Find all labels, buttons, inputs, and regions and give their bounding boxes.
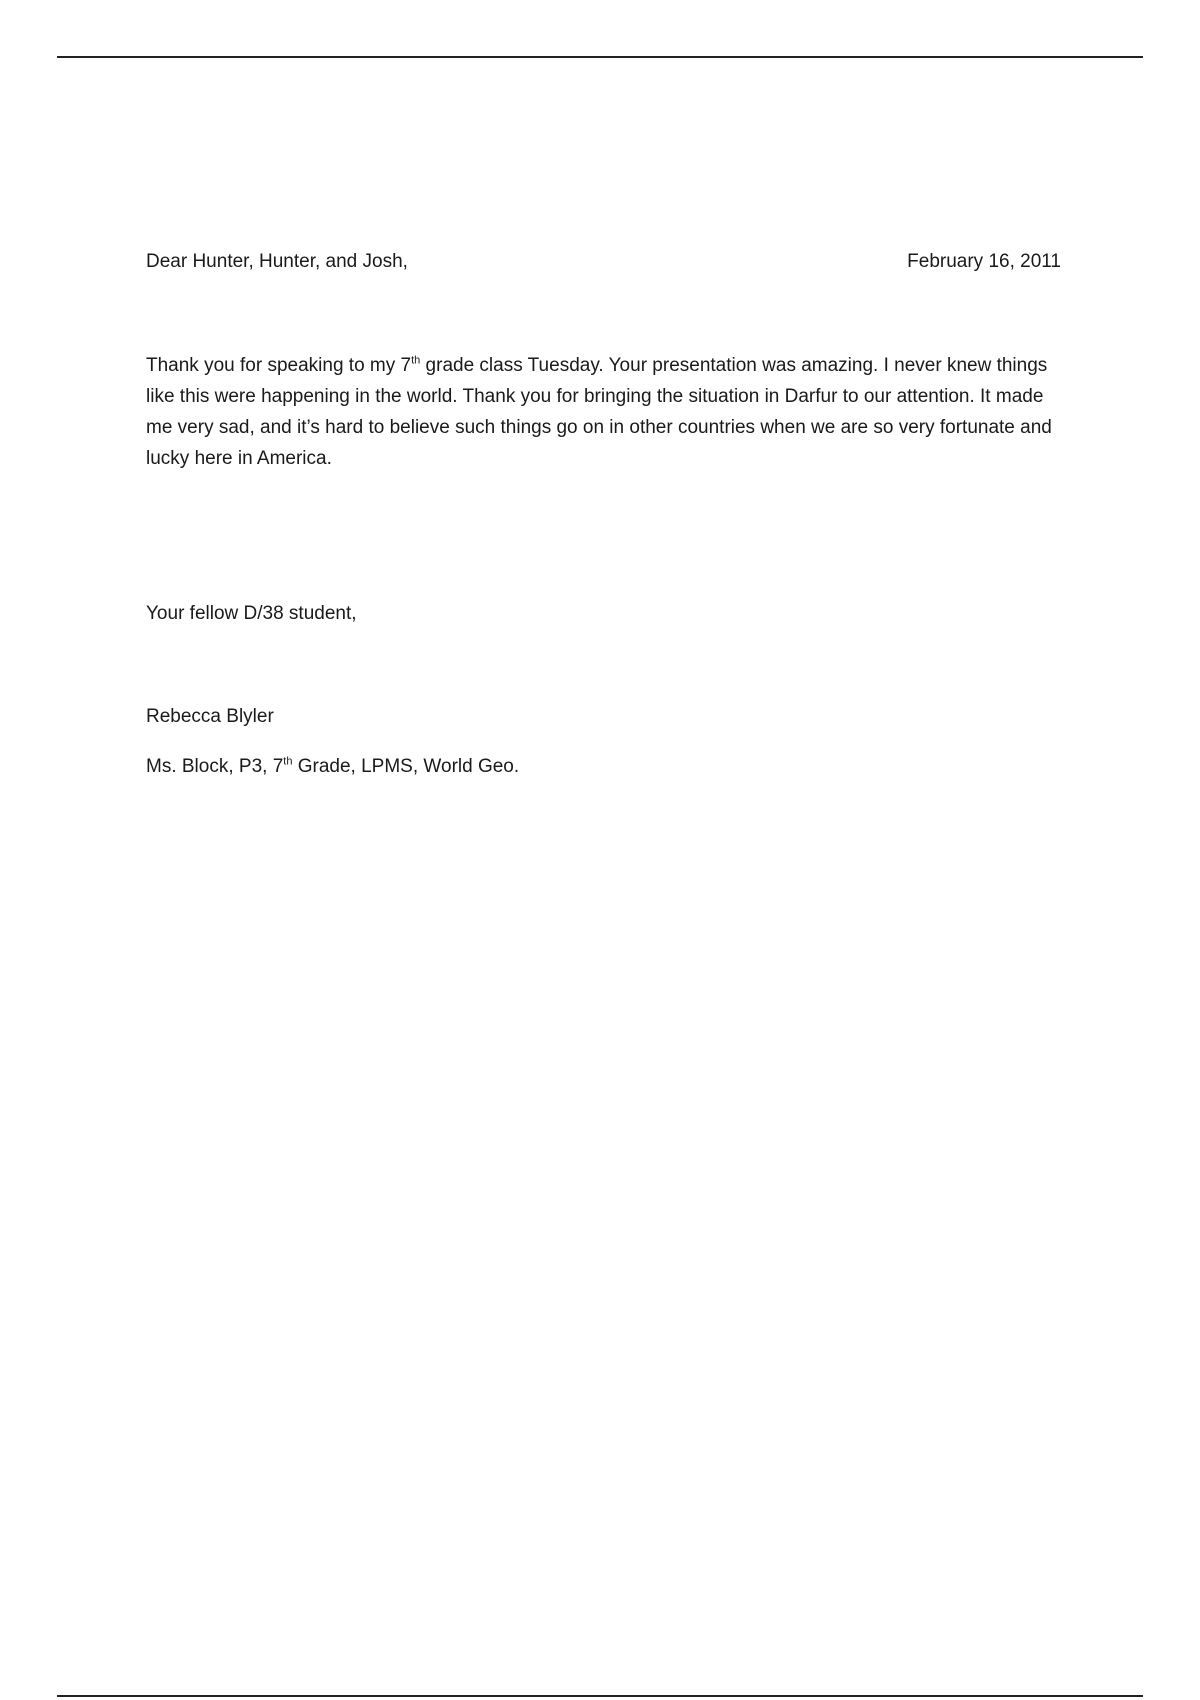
- ordinal-superscript: th: [411, 354, 421, 367]
- class-info-part1: Ms. Block, P3, 7: [146, 756, 284, 777]
- class-info-superscript: th: [283, 755, 293, 768]
- closing: Your fellow D/38 student,: [146, 603, 357, 624]
- salutation: Dear Hunter, Hunter, and Josh,: [146, 251, 408, 272]
- body-text-part1: Thank you for speaking to my 7: [146, 355, 412, 376]
- body-paragraph: [146, 350, 1061, 474]
- signature-name: Rebecca Blyler: [146, 706, 274, 727]
- class-info: [146, 751, 519, 782]
- letter-date: February 16, 2011: [907, 251, 1061, 272]
- body-text-part2: grade class Tuesday. Your presentation was amazing. I never knew things like this were happening in the world. Thank you for bringing the situation in Darfur to our attention. It made me very sad, and it’s hard to believe such things go on in other countries when we are so very fortunate and lucky here in America.: [146, 355, 1052, 469]
- header-rule: [57, 56, 1143, 58]
- salutation-line: [146, 246, 1061, 277]
- class-info-part2: Grade, LPMS, World Geo.: [292, 756, 520, 777]
- footer-rule: [57, 1695, 1143, 1697]
